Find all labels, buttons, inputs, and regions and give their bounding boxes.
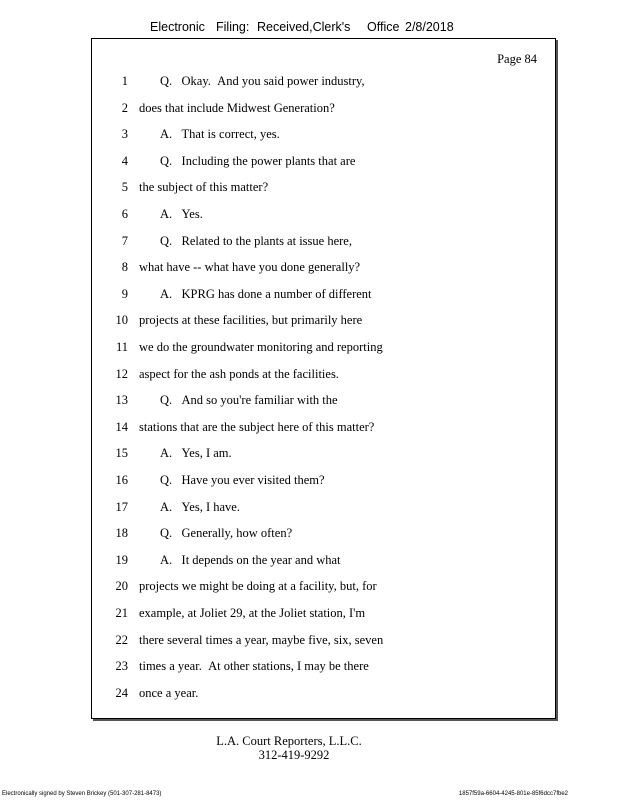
line-text: once a year. — [139, 685, 199, 700]
transcript-line — [92, 234, 555, 254]
filing-header-date: 2/8/2018 — [405, 20, 454, 34]
line-text: Q. Generally, how often? — [160, 526, 293, 541]
line-text: does that include Midwest Generation? — [139, 100, 335, 115]
line-number: 7 — [121, 233, 128, 248]
electronic-signature: Electronically signed by Steven Brickey (501-307-281-8473) — [2, 791, 162, 797]
transcript-line — [92, 659, 555, 679]
line-number: 2 — [121, 100, 128, 115]
line-number: 16 — [115, 473, 128, 487]
line-text: A. KPRG has done a number of different — [160, 286, 372, 301]
transcript-line — [92, 473, 555, 493]
line-text: A. Yes. — [160, 207, 203, 221]
line-number: 23 — [115, 659, 128, 674]
line-number: 13 — [115, 393, 128, 408]
transcript-line — [92, 313, 555, 333]
transcript-line — [92, 127, 555, 147]
line-text: the subject of this matter? — [139, 180, 269, 195]
line-number: 4 — [121, 153, 128, 168]
transcript-line — [92, 207, 555, 227]
line-text: aspect for the ash ponds at the facilities. — [139, 366, 339, 381]
line-text: Q. And so you're familiar with the — [160, 393, 338, 408]
line-number: 10 — [115, 313, 128, 328]
transcript-line — [92, 420, 555, 440]
document-hash: 1857f59a-6604-4245-801e-85f6dcc7fbe2 — [458, 791, 568, 797]
transcript-line — [92, 260, 555, 280]
line-text: A. Yes, I am. — [160, 446, 232, 461]
transcript-line — [92, 579, 555, 599]
line-number: 11 — [115, 340, 128, 354]
line-number: 21 — [115, 606, 128, 620]
line-number: 15 — [115, 446, 128, 461]
line-number: 20 — [115, 579, 128, 594]
filing-header-received: Received,Clerk's — [257, 20, 351, 34]
line-number: 8 — [121, 260, 128, 275]
line-number: 6 — [121, 207, 128, 221]
transcript-line — [92, 686, 555, 706]
filing-header-filing: Filing: — [216, 20, 250, 34]
page-number: Page 84 — [497, 52, 537, 66]
transcript-line — [92, 74, 555, 94]
transcript-line — [92, 553, 555, 573]
transcript-line — [92, 101, 555, 121]
transcript-line — [92, 154, 555, 174]
reporter-footer — [0, 734, 618, 762]
transcript-line — [92, 526, 555, 546]
line-number: 1 — [121, 74, 128, 88]
transcript-line — [92, 393, 555, 413]
transcript-line — [92, 500, 555, 520]
line-number: 12 — [115, 366, 128, 381]
filing-header-office: Office — [367, 20, 400, 34]
line-text: A. That is correct, yes. — [160, 127, 280, 142]
line-number: 24 — [115, 685, 128, 700]
transcript-line — [92, 446, 555, 466]
line-text: times a year. At other stations, I may be there — [139, 659, 369, 674]
line-number: 14 — [115, 419, 128, 434]
reporter-name: L.A. Court Reporters, L.L.C. — [216, 734, 362, 748]
line-number: 18 — [115, 526, 128, 541]
line-text: projects at these facilities, but primarily here — [139, 313, 363, 328]
line-text: stations that are the subject here of this matter? — [139, 419, 375, 434]
line-number: 3 — [121, 127, 128, 142]
transcript-line — [92, 287, 555, 307]
transcript-line — [92, 340, 555, 360]
transcript-line — [92, 180, 555, 200]
line-text: we do the groundwater monitoring and reporting — [139, 340, 383, 354]
line-number: 5 — [121, 180, 128, 195]
line-number: 9 — [121, 286, 128, 301]
transcript-page — [91, 38, 556, 719]
line-text: there several times a year, maybe five, six, seven — [139, 632, 384, 647]
line-number: 22 — [115, 632, 128, 647]
line-text: A. It depends on the year and what — [160, 552, 341, 567]
line-text: Q. Have you ever visited them? — [160, 473, 325, 487]
line-text: what have -- what have you done generally? — [139, 260, 361, 275]
filing-header-electronic: Electronic — [150, 20, 205, 34]
transcript-line — [92, 606, 555, 626]
line-text: Q. Okay. And you said power industry, — [160, 74, 365, 88]
line-number: 17 — [115, 499, 128, 514]
line-text: Q. Including the power plants that are — [160, 153, 356, 168]
reporter-phone: 312-419-9292 — [258, 748, 330, 762]
line-number: 19 — [115, 552, 128, 567]
line-text: projects we might be doing at a facility, but, for — [139, 579, 377, 594]
line-text: A. Yes, I have. — [160, 499, 240, 514]
line-text: example, at Joliet 29, at the Joliet station, I'm — [139, 606, 366, 620]
transcript-line — [92, 367, 555, 387]
line-text: Q. Related to the plants at issue here, — [160, 233, 352, 248]
transcript-line — [92, 633, 555, 653]
